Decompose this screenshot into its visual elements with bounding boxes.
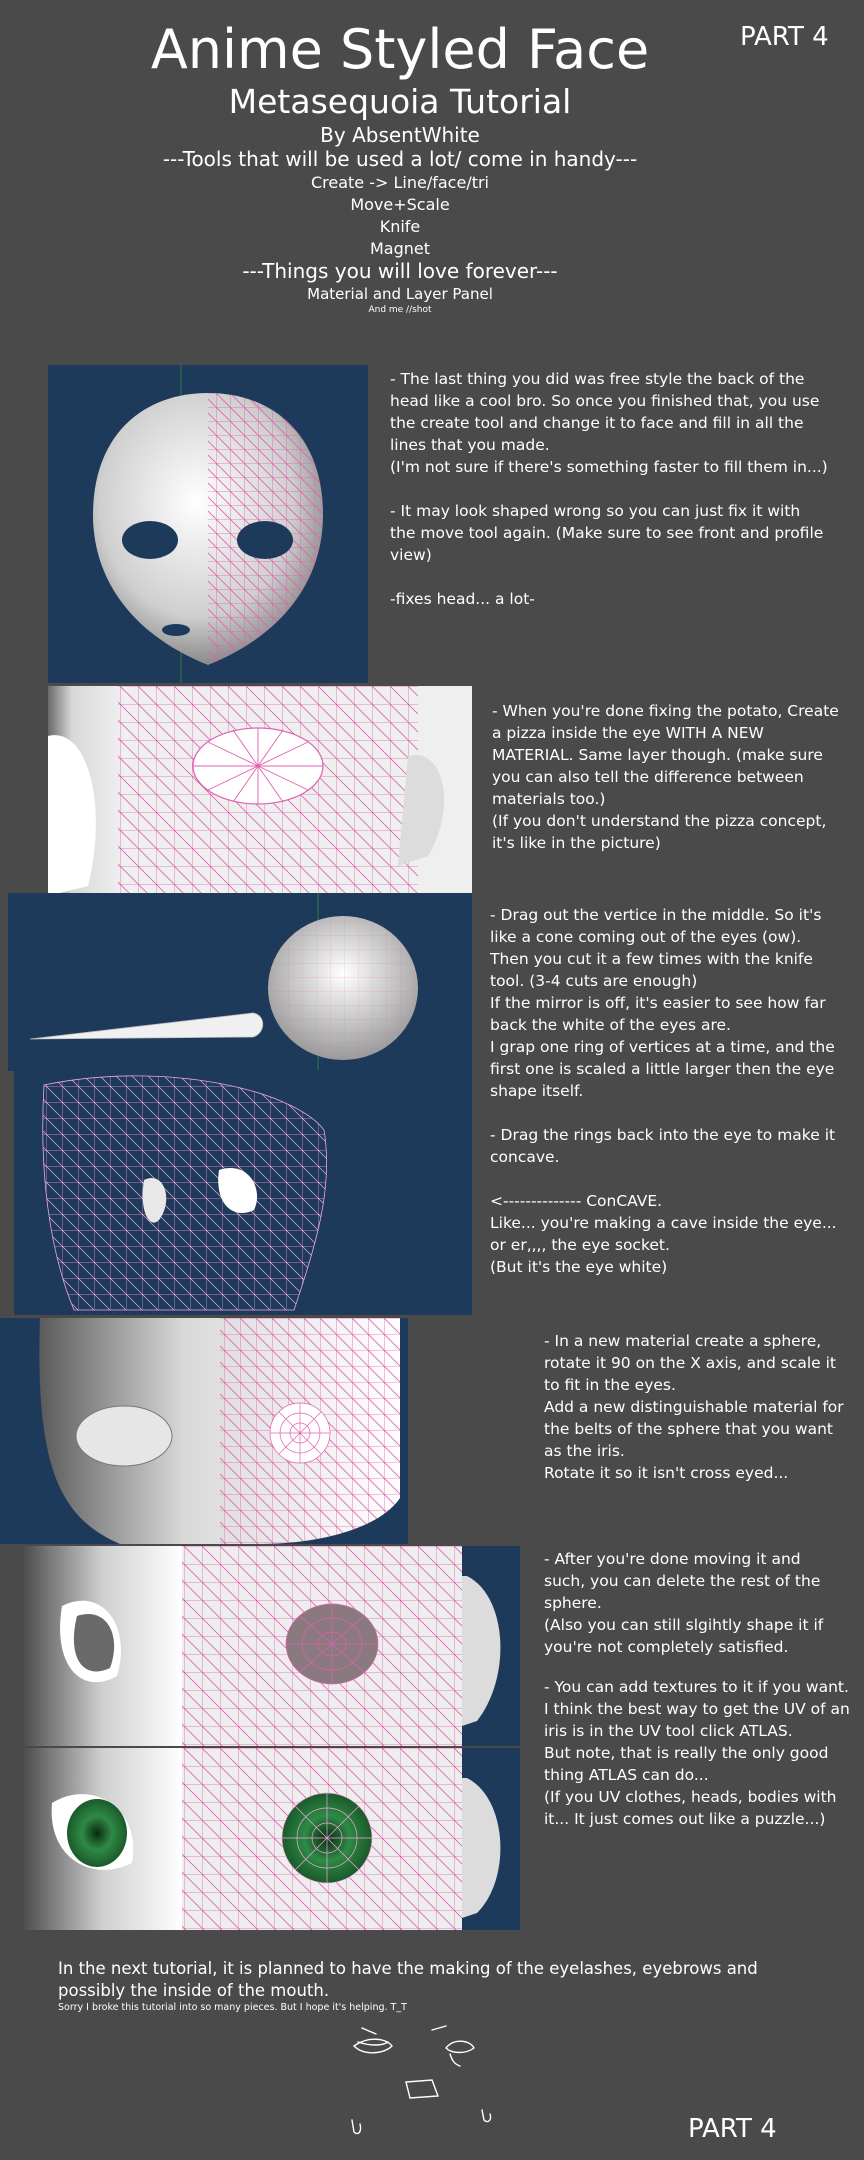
eye-cone-screenshot <box>8 893 472 1071</box>
front-face-screenshot <box>48 365 368 683</box>
love-small-note: And me //shot <box>368 305 432 315</box>
tool-item: Knife <box>379 217 421 236</box>
eye-pizza-screenshot <box>48 686 472 896</box>
eye-sphere-screenshot <box>0 1318 408 1544</box>
page-subtitle: Metasequoia Tutorial <box>228 82 572 121</box>
tool-item: Create -> Line/face/tri <box>310 173 489 192</box>
eye-textured-screenshot <box>22 1748 520 1930</box>
eye-iris-shape-screenshot <box>22 1546 520 1746</box>
tools-heading: ---Tools that will be used a lot/ come in handy--- <box>162 147 638 171</box>
love-item: Material and Layer Panel <box>307 285 493 303</box>
step-3-text: - Drag out the vertice in the middle. So it's like a cone coming out of the eyes (ow). Then you cut it a few times with the knife tool. (3-4 cuts are enough) If the mirror is off, it's easier to see how far back the white of the eyes are. I grap one ring of vertices at a time, and the first one is scaled a little larger then the eye shape itself. - Drag the rings back into the eye to make it concave. <-------------- ConCAVE. Like... you're making a cave inside the eye... or er,,,, the eye socket. (But it's the eye white) <box>490 906 837 1276</box>
love-heading: ---Things you will love forever--- <box>242 259 558 283</box>
author-byline: By AbsentWhite <box>320 123 480 147</box>
next-tutorial-note: In the next tutorial, it is planned to have the making of the eyelashes, eyebrows and possibly the inside of the mouth. <box>58 1959 758 2000</box>
crying-face-doodle <box>340 2024 500 2144</box>
tool-item: Magnet <box>369 239 431 258</box>
step-5-text: - After you're done moving it and such, you can delete the rest of the sphere. (Also you can still slgihtly shape it if you're not completely satisfied. <box>544 1550 824 1656</box>
concave-wire-screenshot <box>14 1070 472 1315</box>
apology-note: Sorry I broke this tutorial into so many pieces. But I hope it's helping. T_T <box>58 2002 407 2013</box>
part-label-top: PART 4 <box>740 22 829 52</box>
page-title: Anime Styled Face <box>150 18 650 81</box>
part-label-bottom: PART 4 <box>688 2114 777 2144</box>
step-6-text: - You can add textures to it if you want. I think the best way to get the UV of an iris is in the UV tool click ATLAS. But note, that is really the only good thing ATLAS can do... (If you UV clothes, heads, bodies with it... It just comes out like a puzzle...) <box>544 1678 850 1828</box>
step-4-text: - In a new material create a sphere, rotate it 90 on the X axis, and scale it to fit in the eyes. Add a new distinguishable material for the belts of the sphere that you want as the iris. Rotate it so it isn't cross eyed... <box>544 1332 844 1482</box>
step-1-text: - The last thing you did was free style the back of the head like a cool bro. So once you finished that, you use the create tool and change it to face and fill in all the lines that you made. (I'm not sure if there's something faster to fill them in...) - It may look shaped wrong so you can just fix it with the move tool again. (Make sure to see front and profile view) -fixes head... a lot- <box>390 370 828 608</box>
tool-item: Move+Scale <box>350 195 450 214</box>
step-2-text: - When you're done fixing the potato, Create a pizza inside the eye WITH A NEW MATERIAL. Same layer though. (make sure you can also tell the difference between materials too.) (If you don't understand the pizza concept, it's like in the picture) <box>492 702 839 852</box>
